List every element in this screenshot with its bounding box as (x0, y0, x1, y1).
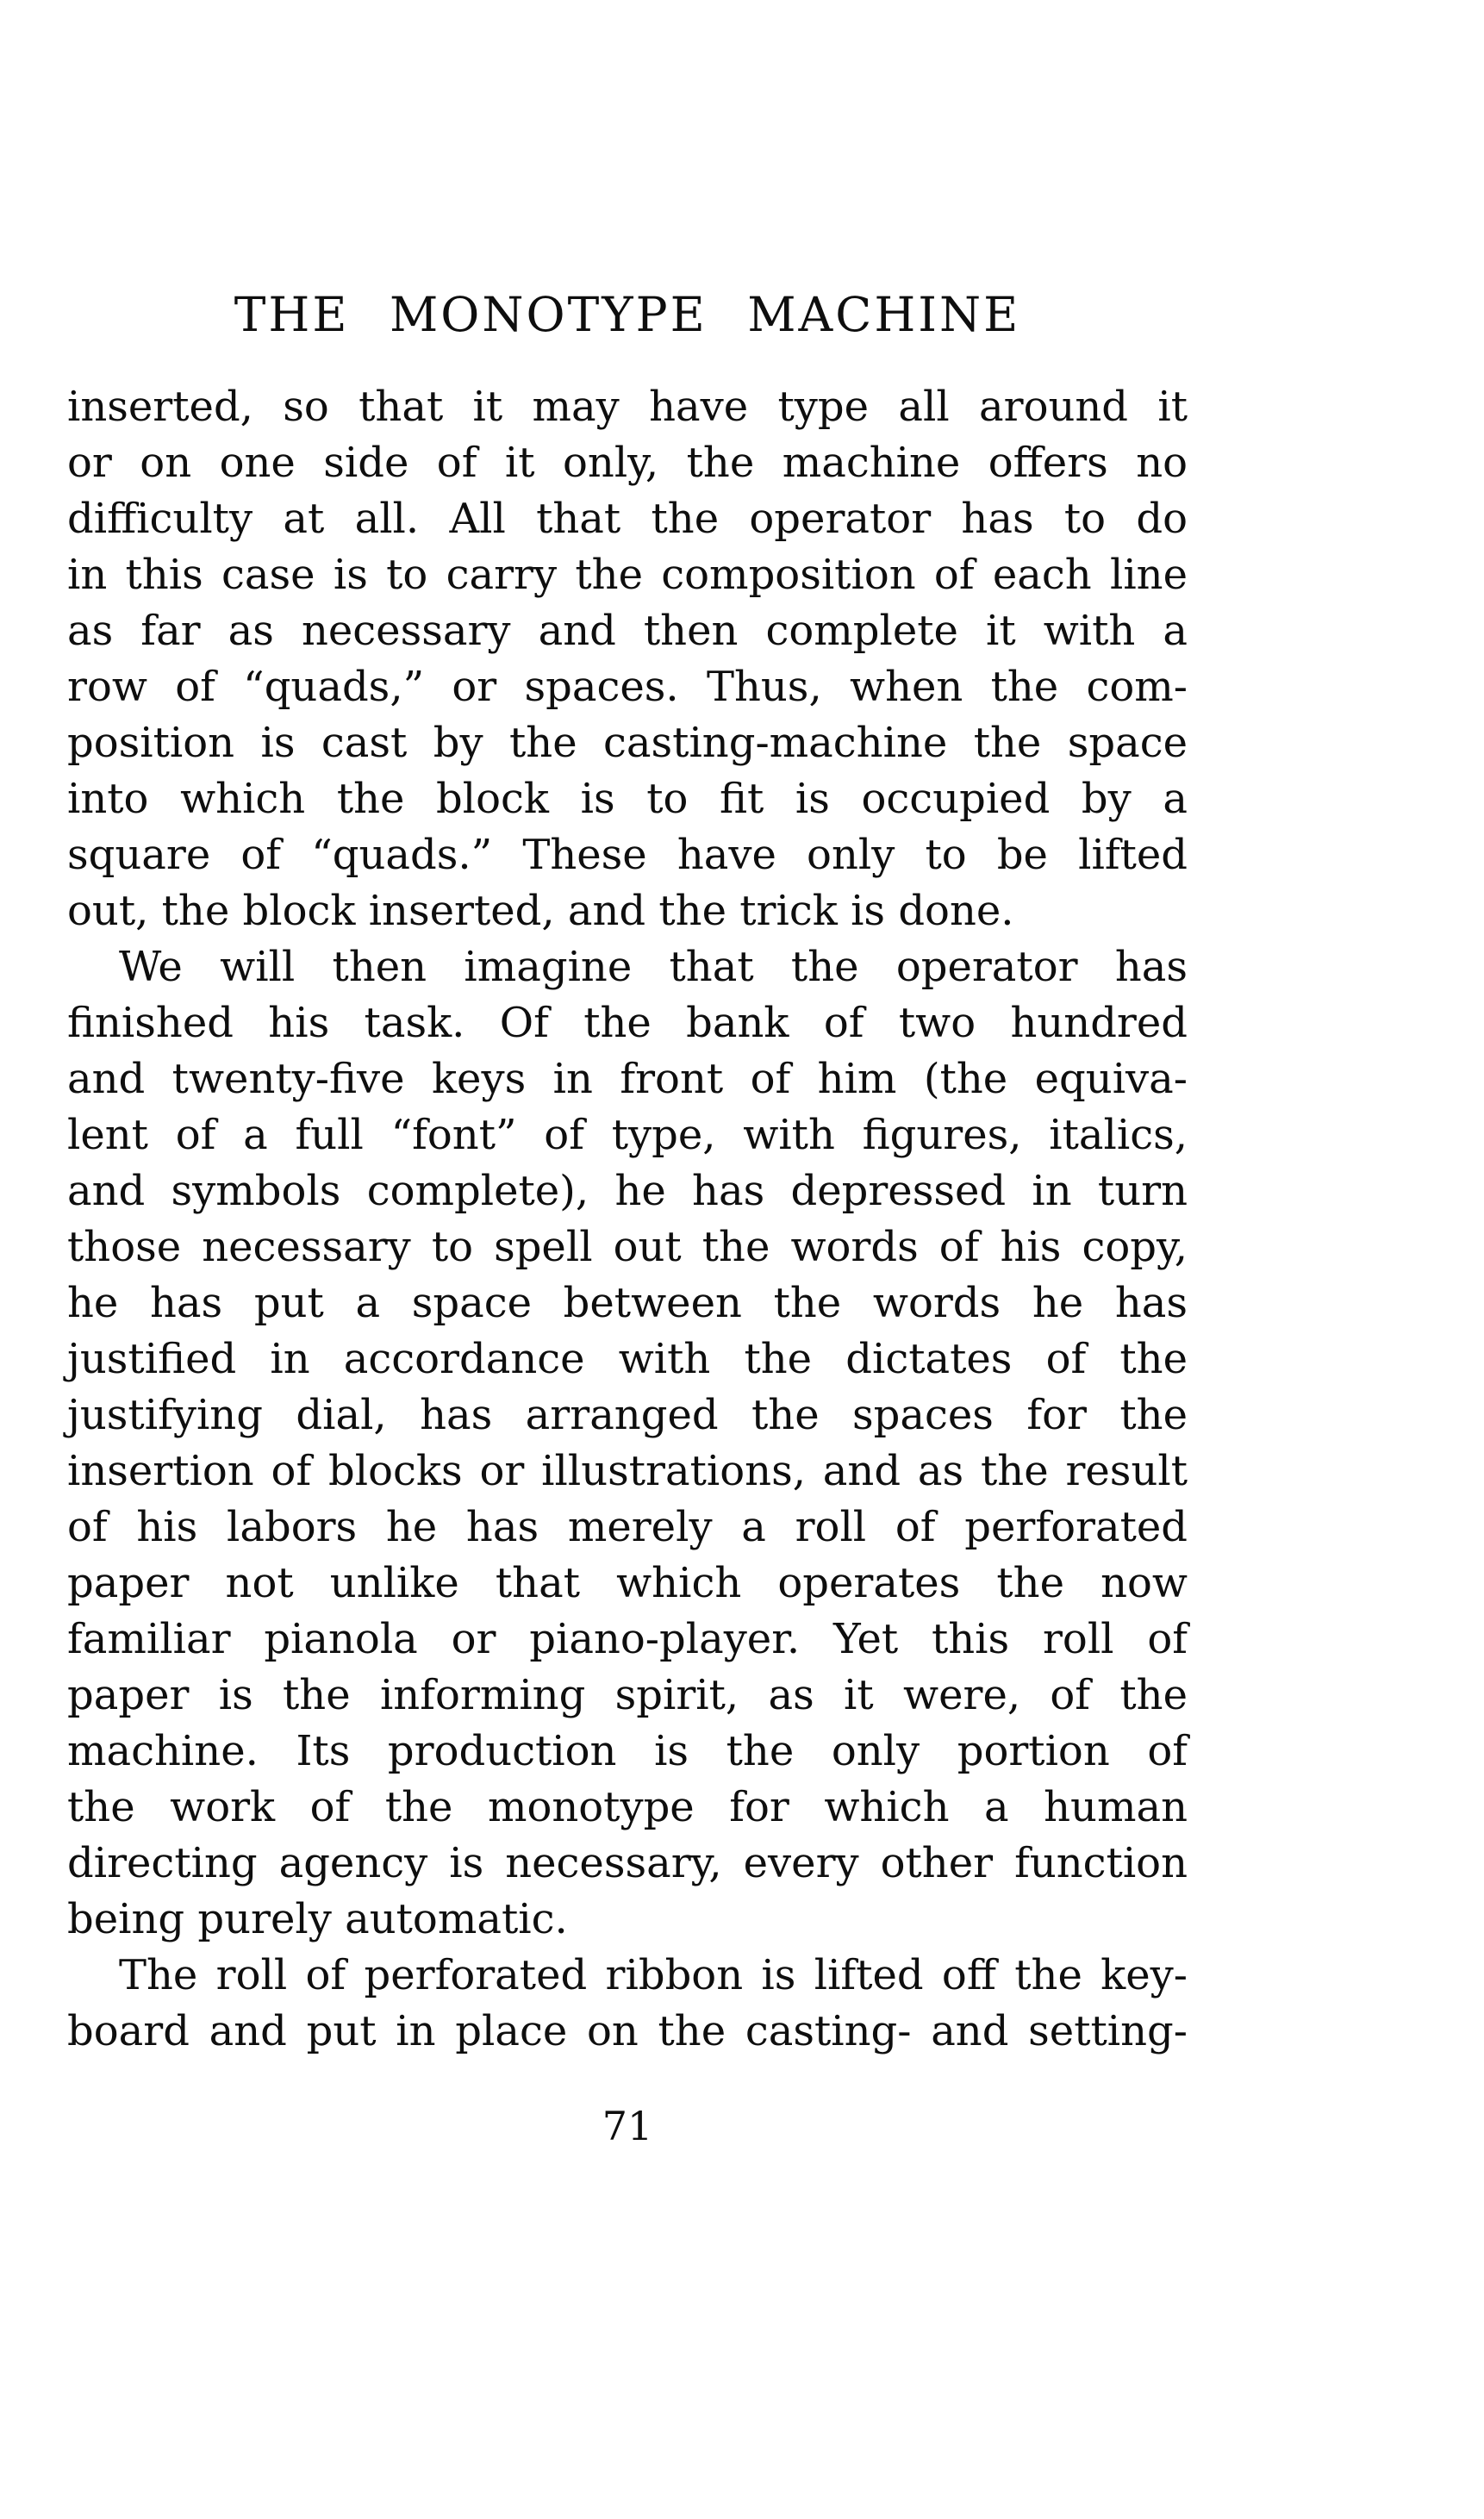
text-line: paper not unlike that which operates the now (67, 1559, 1188, 1607)
text-line: familiar pianola or piano-player. Yet this roll of (67, 1615, 1188, 1663)
text-line: board and put in place on the casting- and setting- (67, 2007, 1188, 2055)
text-line: and twenty-five keys in front of him (the equiva- (67, 1055, 1188, 1103)
text-line: position is cast by the casting-machine the space (67, 719, 1188, 767)
text-line: paper is the informing spirit, as it were, of the (67, 1671, 1188, 1719)
text-line: of his labors he has merely a roll of perforated (67, 1503, 1188, 1551)
text-line: into which the block is to fit is occupied by a (67, 775, 1188, 823)
text-line: row of “quads,” or spaces. Thus, when the com- (67, 663, 1188, 711)
text-line: in this case is to carry the composition of each line (67, 551, 1188, 599)
page-number: 71 (602, 2103, 653, 2149)
text-line: as far as necessary and then complete it with a (67, 607, 1188, 655)
text-line: justifying dial, has arranged the spaces for the (67, 1391, 1188, 1439)
text-line: and symbols complete), he has depressed in turn (67, 1167, 1188, 1215)
text-line: difficulty at all. All that the operator has to do (67, 495, 1188, 543)
text-line: directing agency is necessary, every other function (67, 1839, 1188, 1887)
text-line-paragraph-start: We will then imagine that the operator has (119, 943, 1188, 991)
text-line: square of “quads.” These have only to be lifted (67, 831, 1188, 879)
text-block (67, 0, 1188, 2519)
text-line-paragraph-end: being purely automatic. (67, 1895, 568, 1943)
text-line-paragraph-end: out, the block inserted, and the trick is done. (67, 887, 1014, 935)
text-line: insertion of blocks or illustrations, and as the result (67, 1447, 1188, 1495)
text-line: justified in accordance with the dictates of the (67, 1335, 1188, 1383)
text-line: machine. Its production is the only portion of (67, 1727, 1188, 1775)
text-line: inserted, so that it may have type all around it (67, 383, 1188, 431)
page-title: THE MONOTYPE MACHINE (234, 287, 1021, 342)
page-body (67, 379, 1188, 2060)
text-line: the work of the monotype for which a human (67, 1783, 1188, 1831)
text-line-paragraph-start: The roll of perforated ribbon is lifted off the key- (119, 1951, 1188, 1999)
text-line: lent of a full “font” of type, with figures, italics, (67, 1111, 1188, 1159)
text-line: or on one side of it only, the machine offers no (67, 439, 1188, 487)
text-line: finished his task. Of the bank of two hundred (67, 999, 1188, 1047)
text-line: he has put a space between the words he has (67, 1279, 1188, 1327)
text-line: those necessary to spell out the words of his copy, (67, 1223, 1188, 1271)
